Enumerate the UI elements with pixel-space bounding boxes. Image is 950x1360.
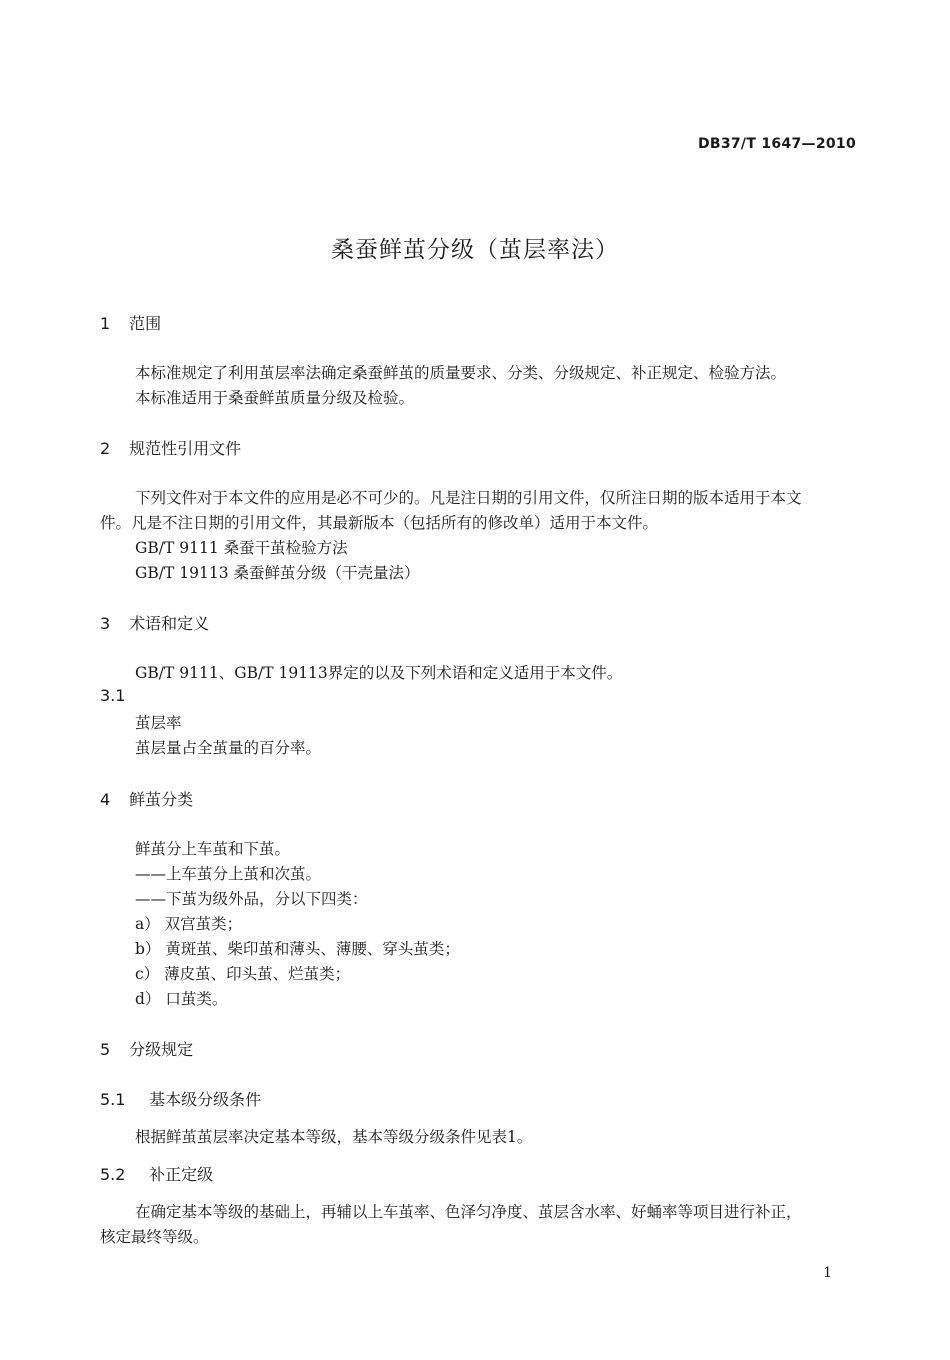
document-code: DB37/T 1647—2010 [697, 136, 856, 152]
section-title: 范围 [129, 314, 162, 333]
page-number: 1 [823, 1265, 832, 1281]
subsection-number: 3.1 [100, 686, 126, 705]
list-item: a） 双宫茧类； [135, 915, 243, 933]
section-2-heading [100, 436, 241, 459]
section-title: 规范性引用文件 [129, 439, 242, 458]
dash-list-item: ——上车茧分上茧和次茧。 [135, 865, 322, 883]
paragraph-line: GB/T 9111、GB/T 19113界定的以及下列术语和定义适用于本文件。 [135, 664, 623, 682]
list-item: d） 口茧类。 [135, 990, 228, 1008]
subsection-5-1-heading [100, 1087, 261, 1110]
section-title: 鲜茧分类 [129, 790, 194, 809]
list-item: c） 薄皮茧、印头茧、烂茧类； [135, 965, 351, 983]
paragraph-line: 件。凡是不注日期的引用文件，其最新版本（包括所有的修改单）适用于本文件。 [100, 514, 659, 532]
paragraph-line: 本标准规定了利用茧层率法确定桑蚕鲜茧的质量要求、分类、分级规定、补正规定、检验方法。 [135, 364, 787, 382]
section-1-heading [100, 311, 161, 334]
subsection-title: 补正定级 [149, 1165, 214, 1184]
paragraph-line: 鲜茧分上车茧和下茧。 [135, 840, 291, 858]
dash-list-item: ——下茧为级外品，分以下四类： [135, 890, 368, 908]
section-number: 1 [100, 314, 111, 333]
paragraph-line: 核定最终等级。 [100, 1228, 209, 1246]
section-4-heading [100, 787, 193, 810]
list-item: b） 黄斑茧、柴印茧和薄头、薄腰、穿头茧类； [135, 940, 460, 958]
section-title: 术语和定义 [129, 614, 210, 633]
section-number: 2 [100, 439, 111, 458]
reference-item: GB/T 9111 桑蚕干茧检验方法 [135, 539, 348, 557]
section-number: 4 [100, 790, 111, 809]
section-5-heading [100, 1037, 193, 1060]
section-3-heading [100, 611, 209, 634]
paragraph-line: 下列文件对于本文件的应用是必不可少的。凡是注日期的引用文件，仅所注日期的版本适用于本文 [135, 489, 802, 507]
term-name: 茧层率 [135, 714, 182, 732]
term-definition: 茧层量占全茧量的百分率。 [135, 739, 322, 757]
reference-item: GB/T 19113 桑蚕鲜茧分级（干壳量法） [135, 564, 420, 582]
subsection-number: 5.2 [100, 1165, 126, 1184]
paragraph-line: 在确定基本等级的基础上，再辅以上车茧率、色泽匀净度、茧层含水率、好蛹率等项目进行补正， [135, 1203, 802, 1221]
subsection-5-2-heading [100, 1162, 213, 1185]
section-title: 分级规定 [129, 1040, 194, 1059]
document-title: 桑蚕鲜茧分级（茧层率法） [331, 237, 619, 263]
subsection-number: 5.1 [100, 1090, 126, 1109]
subsection-title: 基本级分级条件 [149, 1090, 262, 1109]
paragraph-line: 根据鲜茧茧层率决定基本等级，基本等级分级条件见表1。 [135, 1128, 533, 1146]
section-number: 5 [100, 1040, 111, 1059]
paragraph-line: 本标准适用于桑蚕鲜茧质量分级及检验。 [135, 389, 415, 407]
section-number: 3 [100, 614, 111, 633]
